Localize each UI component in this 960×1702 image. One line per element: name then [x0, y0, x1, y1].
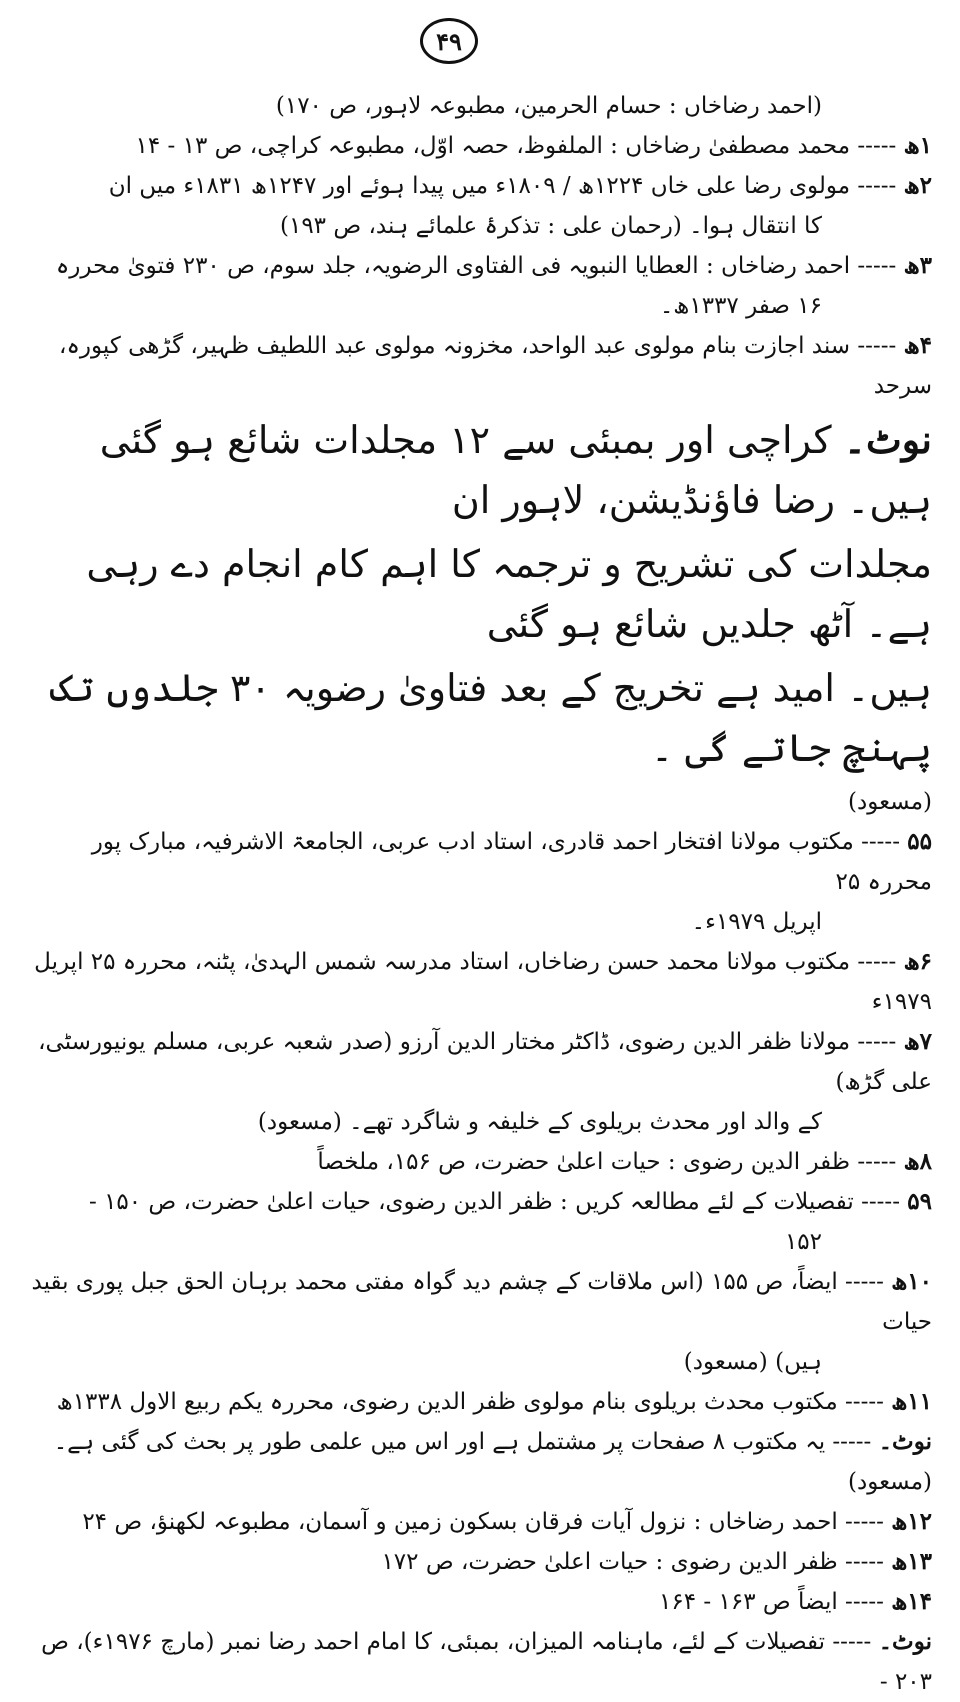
- footnote-text: ----- سند اجازت بنام مولوی عبد الواحد، مخزونہ مولوی عبد اللطیف ظہیر، گڑھی کپورہ، سرحد: [59, 333, 932, 399]
- footnote-line: [28, 286, 932, 326]
- page-number: ۴۹: [420, 18, 478, 64]
- footnote-line: [28, 410, 932, 530]
- footnote-marker: ۲ھ: [903, 172, 932, 199]
- footnote-text: مجلدات کی تشریح و ترجمہ کا اہم کام انجام دے رہی ہے۔ آٹھ جلدیں شائع ہو گئی: [86, 542, 932, 646]
- footnote-line: [28, 1542, 932, 1582]
- footnote-marker: نوٹ۔: [878, 1628, 932, 1655]
- footnote-line: [28, 658, 932, 778]
- footnote-line: [28, 1582, 932, 1622]
- footnote-text: کے والد اور محدث بریلوی کے خلیفہ و شاگرد تھے۔ (مسعود): [257, 1109, 822, 1135]
- footnote-line: [28, 902, 932, 942]
- footnote-text: ----- محمد مصطفیٰ رضاخاں : الملفوظ، حصہ اوّل، مطبوعہ کراچی، ص ۱۳ - ۱۴: [135, 133, 897, 159]
- footnote-line: [28, 822, 932, 902]
- footnote-text: اپریل ۱۹۷۹ء۔: [691, 909, 822, 935]
- footnote-line: [28, 782, 932, 822]
- footnote-line: [28, 1262, 932, 1342]
- footnote-line: [28, 1182, 932, 1222]
- footnote-line: [28, 942, 932, 1022]
- footnote-line: [28, 1142, 932, 1182]
- footnote-text: ----- ظفر الدین رضوی : حیات اعلیٰ حضرت، ص ۱۵۶، ملخصاً: [317, 1149, 897, 1175]
- footnote-text: ----- ایضاً، ص ۱۵۵ (اس ملاقات کے چشم دید گواہ مفتی محمد برہان الحق جبل پوری بقید حیات: [31, 1269, 932, 1335]
- footnote-marker: نوٹ۔: [878, 1428, 932, 1455]
- footnote-marker: ۱ھ: [903, 132, 932, 159]
- footnote-text: ہیں) (مسعود): [683, 1349, 822, 1375]
- footnote-text: ----- مولوی رضا علی خاں ۱۲۲۴ھ / ۱۸۰۹ء میں پیدا ہوئے اور ۱۲۴۷ھ ۱۸۳۱ء میں ان: [108, 173, 897, 199]
- footnote-line: [28, 86, 932, 126]
- footnote-text: کراچی اور بمبئی سے ۱۲ مجلدات شائع ہو گئی ہیں۔ رضا فاؤنڈیشن، لاہور ان: [99, 418, 932, 522]
- footnote-line: [28, 126, 932, 166]
- footnote-marker: ۴ھ: [903, 332, 932, 359]
- footnote-line: [28, 1022, 932, 1102]
- footnote-line: [28, 1422, 932, 1502]
- footnote-text: ----- مکتوب مولانا افتخار احمد قادری، استاد ادب عربی، الجامعۃ الاشرفیہ، مبارک پور محررہ ۲۵: [91, 829, 932, 895]
- footnote-text: ----- مکتوب مولانا محمد حسن رضاخاں، استاد مدرسہ شمس الہدیٰ، پٹنہ، محررہ ۲۵ اپریل ۱۹۷۹ء: [34, 949, 932, 1015]
- footnote-line: [28, 1342, 932, 1382]
- footnotes-body: [28, 86, 932, 1702]
- footnote-line: [28, 1222, 932, 1262]
- footnote-text: ----- تفصیلات کے لئے، ماہنامہ المیزان، بمبئی، کا امام احمد رضا نمبر (مارچ ۱۹۷۶ء)، ص ۲۰۳ -: [41, 1629, 932, 1695]
- footnote-line: [28, 206, 932, 246]
- footnote-text: ----- تفصیلات کے لئے مطالعہ کریں : ظفر الدین رضوی، حیات اعلیٰ حضرت، ص ۱۵۰ -: [88, 1189, 900, 1215]
- footnote-marker: ۱۲ھ: [891, 1508, 932, 1535]
- footnote-marker: ۳ھ: [903, 252, 932, 279]
- footnote-text: ----- مکتوب محدث بریلوی بنام مولوی ظفر الدین رضوی، محررہ یکم ربیع الاول ۱۳۳۸ھ: [56, 1389, 884, 1415]
- footnote-text: (احمد رضاخاں : حسام الحرمین، مطبوعہ لاہور، ص ۱۷۰): [275, 93, 822, 119]
- footnote-marker: ۸ھ: [903, 1148, 932, 1175]
- footnote-text: ۱۵۲: [784, 1229, 822, 1255]
- footnote-line: [28, 1102, 932, 1142]
- footnote-marker: ۶ھ: [903, 948, 932, 975]
- footnote-marker: ۵۵: [907, 828, 932, 855]
- footnote-marker: نوٹ۔: [843, 417, 932, 462]
- footnote-line: [28, 534, 932, 654]
- footnote-text: ۱۶ صفر ۱۳۳۷ھ۔: [659, 293, 822, 319]
- footnote-line: [28, 246, 932, 286]
- footnote-line: [28, 1502, 932, 1542]
- footnote-line: [28, 166, 932, 206]
- footnote-text: ہیں۔ امید ہے تخریج کے بعد فتاویٰ رضویہ ۳۰ جلدوں تک پہنچ جاتے گی ۔: [49, 666, 932, 770]
- footnote-marker: ۷ھ: [903, 1028, 932, 1055]
- footnote-line: [28, 1622, 932, 1702]
- footnote-text: ----- ظفر الدین رضوی : حیات اعلیٰ حضرت، ص ۱۷۲: [381, 1549, 884, 1575]
- footnote-text: ----- مولانا ظفر الدین رضوی، ڈاکٹر مختار الدین آرزو (صدر شعبہ عربی، مسلم یونیورسٹی، علی گڑھ): [38, 1029, 932, 1095]
- footnote-line: [28, 1382, 932, 1422]
- footnote-marker: ۵۹: [907, 1188, 932, 1215]
- footnote-text: ----- یہ مکتوب ۸ صفحات پر مشتمل ہے اور اس میں علمی طور پر بحث کی گئی ہے۔ (مسعود): [53, 1429, 932, 1495]
- footnote-text: کا انتقال ہوا۔ (رحمان علی : تذکرۂ علمائے ہند، ص ۱۹۳): [279, 213, 822, 239]
- footnote-marker: ۱۴ھ: [891, 1588, 932, 1615]
- footnote-marker: ۱۰ھ: [891, 1268, 932, 1295]
- footnote-marker: ۱۱ھ: [891, 1388, 932, 1415]
- footnote-text: ----- احمد رضاخاں : العطایا النبویہ فی الفتاوی الرضویہ، جلد سوم، ص ۲۳۰ فتویٰ محررہ: [55, 253, 897, 279]
- footnote-text: (مسعود): [847, 789, 932, 815]
- footnote-text: ----- احمد رضاخاں : نزول آیات فرقان بسکون زمین و آسمان، مطبوعہ لکھنؤ، ص ۲۴: [82, 1509, 884, 1535]
- footnote-text: ----- ایضاً ص ۱۶۳ - ۱۶۴: [659, 1589, 884, 1615]
- footnote-marker: ۱۳ھ: [891, 1548, 932, 1575]
- footnote-line: [28, 326, 932, 406]
